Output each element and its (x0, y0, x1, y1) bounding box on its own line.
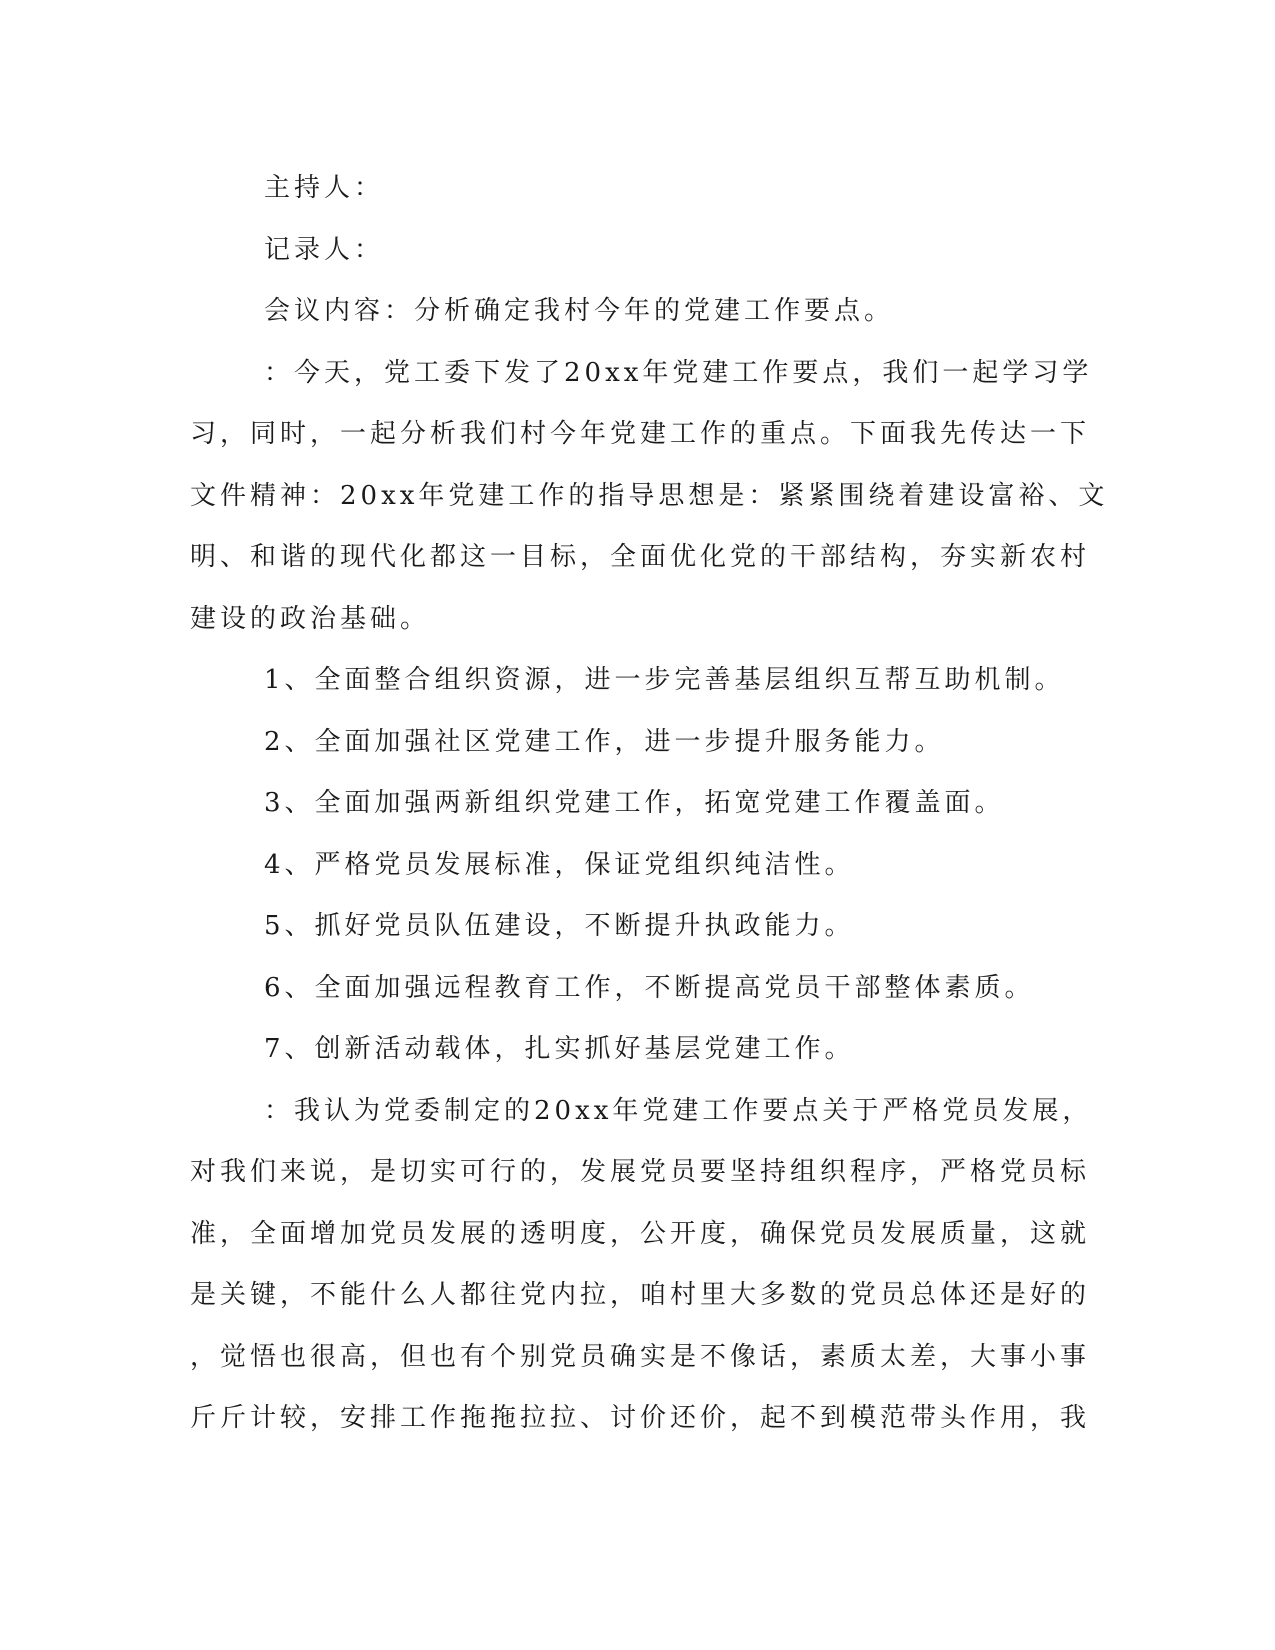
paragraph-line: 文件精神：20xx年党建工作的指导思想是：紧紧围绕着建设富裕、文 (190, 480, 1109, 511)
list-item: 6、全面加强远程教育工作，不断提高党员干部整体素质。 (264, 972, 1035, 1003)
paragraph-line: 是关键，不能什么人都往党内拉，咱村里大多数的党员总体还是好的 (190, 1280, 1091, 1310)
list-item: 5、抓好党员队伍建设，不断提升执政能力。 (264, 911, 855, 941)
recorder-line: 记录人： (264, 234, 385, 265)
paragraph-line: ，觉悟也很高，但也有个别党员确实是不像话，素质太差，大事小事 (190, 1341, 1091, 1372)
paragraph-line: 建设的政治基础。 (190, 603, 431, 634)
paragraph-line: 习，同时，一起分析我们村今年党建工作的重点。下面我先传达一下 (190, 419, 1091, 449)
list-item: 2、全面加强社区党建工作，进一步提升服务能力。 (264, 726, 945, 757)
paragraph-line: 准，全面增加党员发展的透明度，公开度，确保党员发展质量，这就 (190, 1218, 1091, 1249)
paragraph-line: 斤斤计较，安排工作拖拖拉拉、讨价还价，起不到模范带头作用，我 (190, 1403, 1091, 1433)
list-item: 7、创新活动载体，扎实抓好基层党建工作。 (264, 1034, 855, 1064)
list-item: 3、全面加强两新组织党建工作，拓宽党建工作覆盖面。 (264, 788, 1005, 818)
document-body (190, 158, 1109, 1450)
paragraph-line: 对我们来说，是切实可行的，发展党员要坚持组织程序，严格党员标 (190, 1157, 1091, 1187)
meeting-content-line: 会议内容：分析确定我村今年的党建工作要点。 (264, 296, 895, 326)
paragraph-line: ：我认为党委制定的20xx年党建工作要点关于严格党员发展， (264, 1095, 1093, 1126)
paragraph-line: ：今天，党工委下发了20xx年党建工作要点，我们一起学习学 (264, 357, 1093, 388)
paragraph-line: 明、和谐的现代化都这一目标，全面优化党的干部结构，夯实新农村 (190, 542, 1091, 572)
host-line: 主持人： (264, 173, 385, 203)
list-item: 1、全面整合组织资源，进一步完善基层组织互帮互助机制。 (264, 665, 1065, 695)
list-item: 4、严格党员发展标准，保证党组织纯洁性。 (264, 849, 855, 880)
